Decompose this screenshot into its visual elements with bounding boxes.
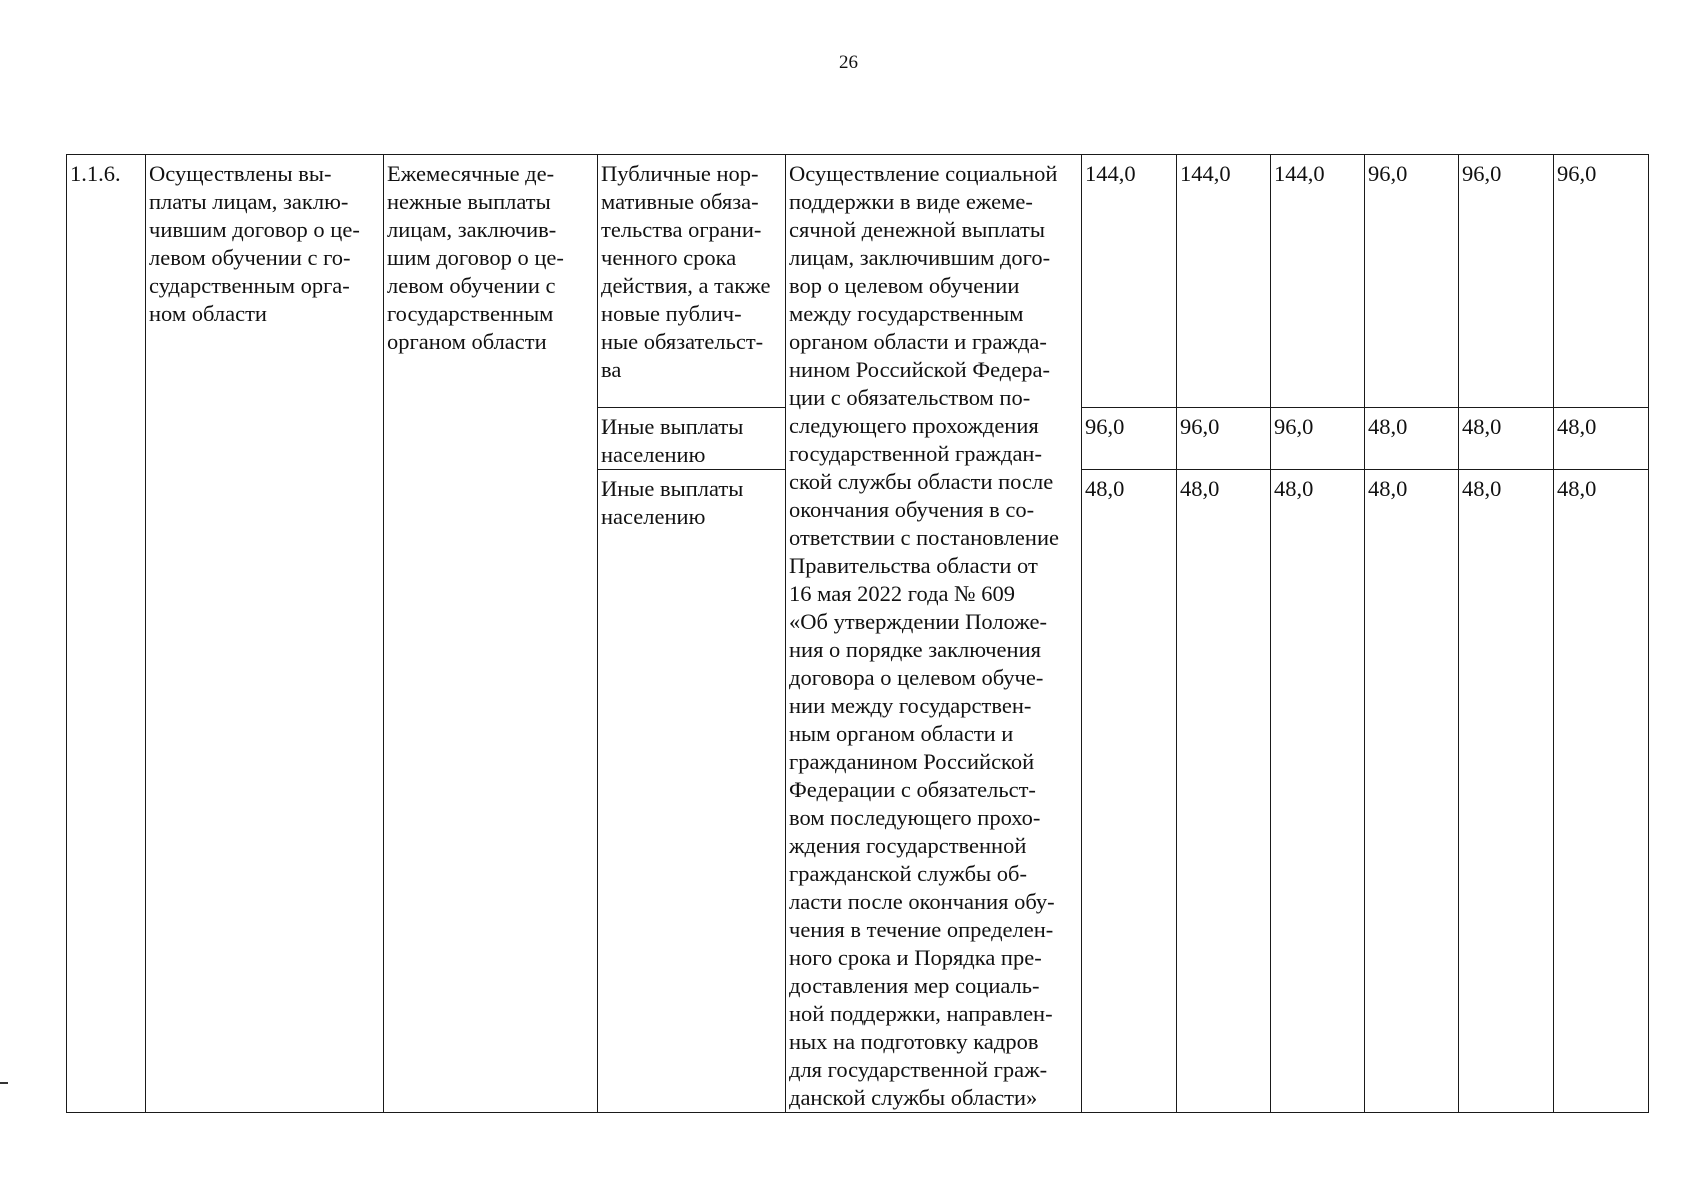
value-cell: 96,0: [1271, 408, 1365, 470]
value-cell: 144,0: [1271, 155, 1365, 408]
value-cell: 144,0: [1082, 155, 1177, 408]
value-cell: 96,0: [1177, 408, 1271, 470]
result-cell: [146, 155, 384, 1113]
value-cell: 48,0: [1365, 470, 1459, 1113]
page-number: 26: [839, 52, 858, 73]
expense-type-cell: [598, 408, 786, 470]
item-code-cell: [67, 155, 146, 1113]
expense-type-cell: [598, 470, 786, 1113]
scan-margin-mark: [0, 1082, 8, 1084]
description-text: Осуществление социальной поддержки в виде ежеме- сячной денежной выплаты лицам, заключившим дого- вор о целевом обучении между государственным органом области и гражда- нином Российской Федера- ции с обязательством по- следующего прохождения государственной граждан- ской службы области после окончания обучения в со- ответствии с постановление Правительства области от 16 мая 2022 года № 609 «Об утверждении Положе- ния о порядке заключения договора о целевом обуче- нии между государствен- ным органом области и гражданином Российской Федерации с обязательст- вом последующего прохо- ждения государственной гражданской службы об- ласти после окончания обу- чения в течение определен- ного срока и Порядка пре- доставления мер социаль- ной поддержки, направлен- ных на подготовку кадров для государственной граж- данской службы области»: [789, 161, 1059, 1110]
measure-text: Ежемесячные де- нежные выплаты лицам, заключив- шим договор о це- левом обучении с государственным органом области: [387, 161, 564, 354]
expense-type-text: Публичные нор- мативные обяза- тельства ограни- ченного срока действия, а также новые публич- ные обязательст- ва: [601, 161, 771, 382]
value-cell: 48,0: [1082, 470, 1177, 1113]
value-cell: 144,0: [1177, 155, 1271, 408]
description-cell: [786, 155, 1082, 1113]
program-table: [66, 154, 1649, 1113]
value-cell: 96,0: [1082, 408, 1177, 470]
expense-type-text: Иные выплаты населению: [601, 414, 744, 468]
expense-type-cell: [598, 155, 786, 408]
expense-type-text: Иные выплаты населению: [601, 476, 744, 530]
measure-cell: [384, 155, 598, 1113]
value-cell: 48,0: [1459, 408, 1554, 470]
value-cell: 48,0: [1554, 470, 1649, 1113]
result-text: Осуществлены вы- платы лицам, заклю- чившим договор о це- левом обучении с го- сударственным орга- ном области: [149, 161, 360, 326]
value-cell: 48,0: [1177, 470, 1271, 1113]
value-cell: 48,0: [1459, 470, 1554, 1113]
item-code: 1.1.6.: [70, 161, 121, 186]
value-cell: 96,0: [1554, 155, 1649, 408]
value-cell: 48,0: [1365, 408, 1459, 470]
value-cell: 48,0: [1554, 408, 1649, 470]
value-cell: 48,0: [1271, 470, 1365, 1113]
table-row: [67, 155, 1649, 408]
value-cell: 96,0: [1459, 155, 1554, 408]
value-cell: 96,0: [1365, 155, 1459, 408]
